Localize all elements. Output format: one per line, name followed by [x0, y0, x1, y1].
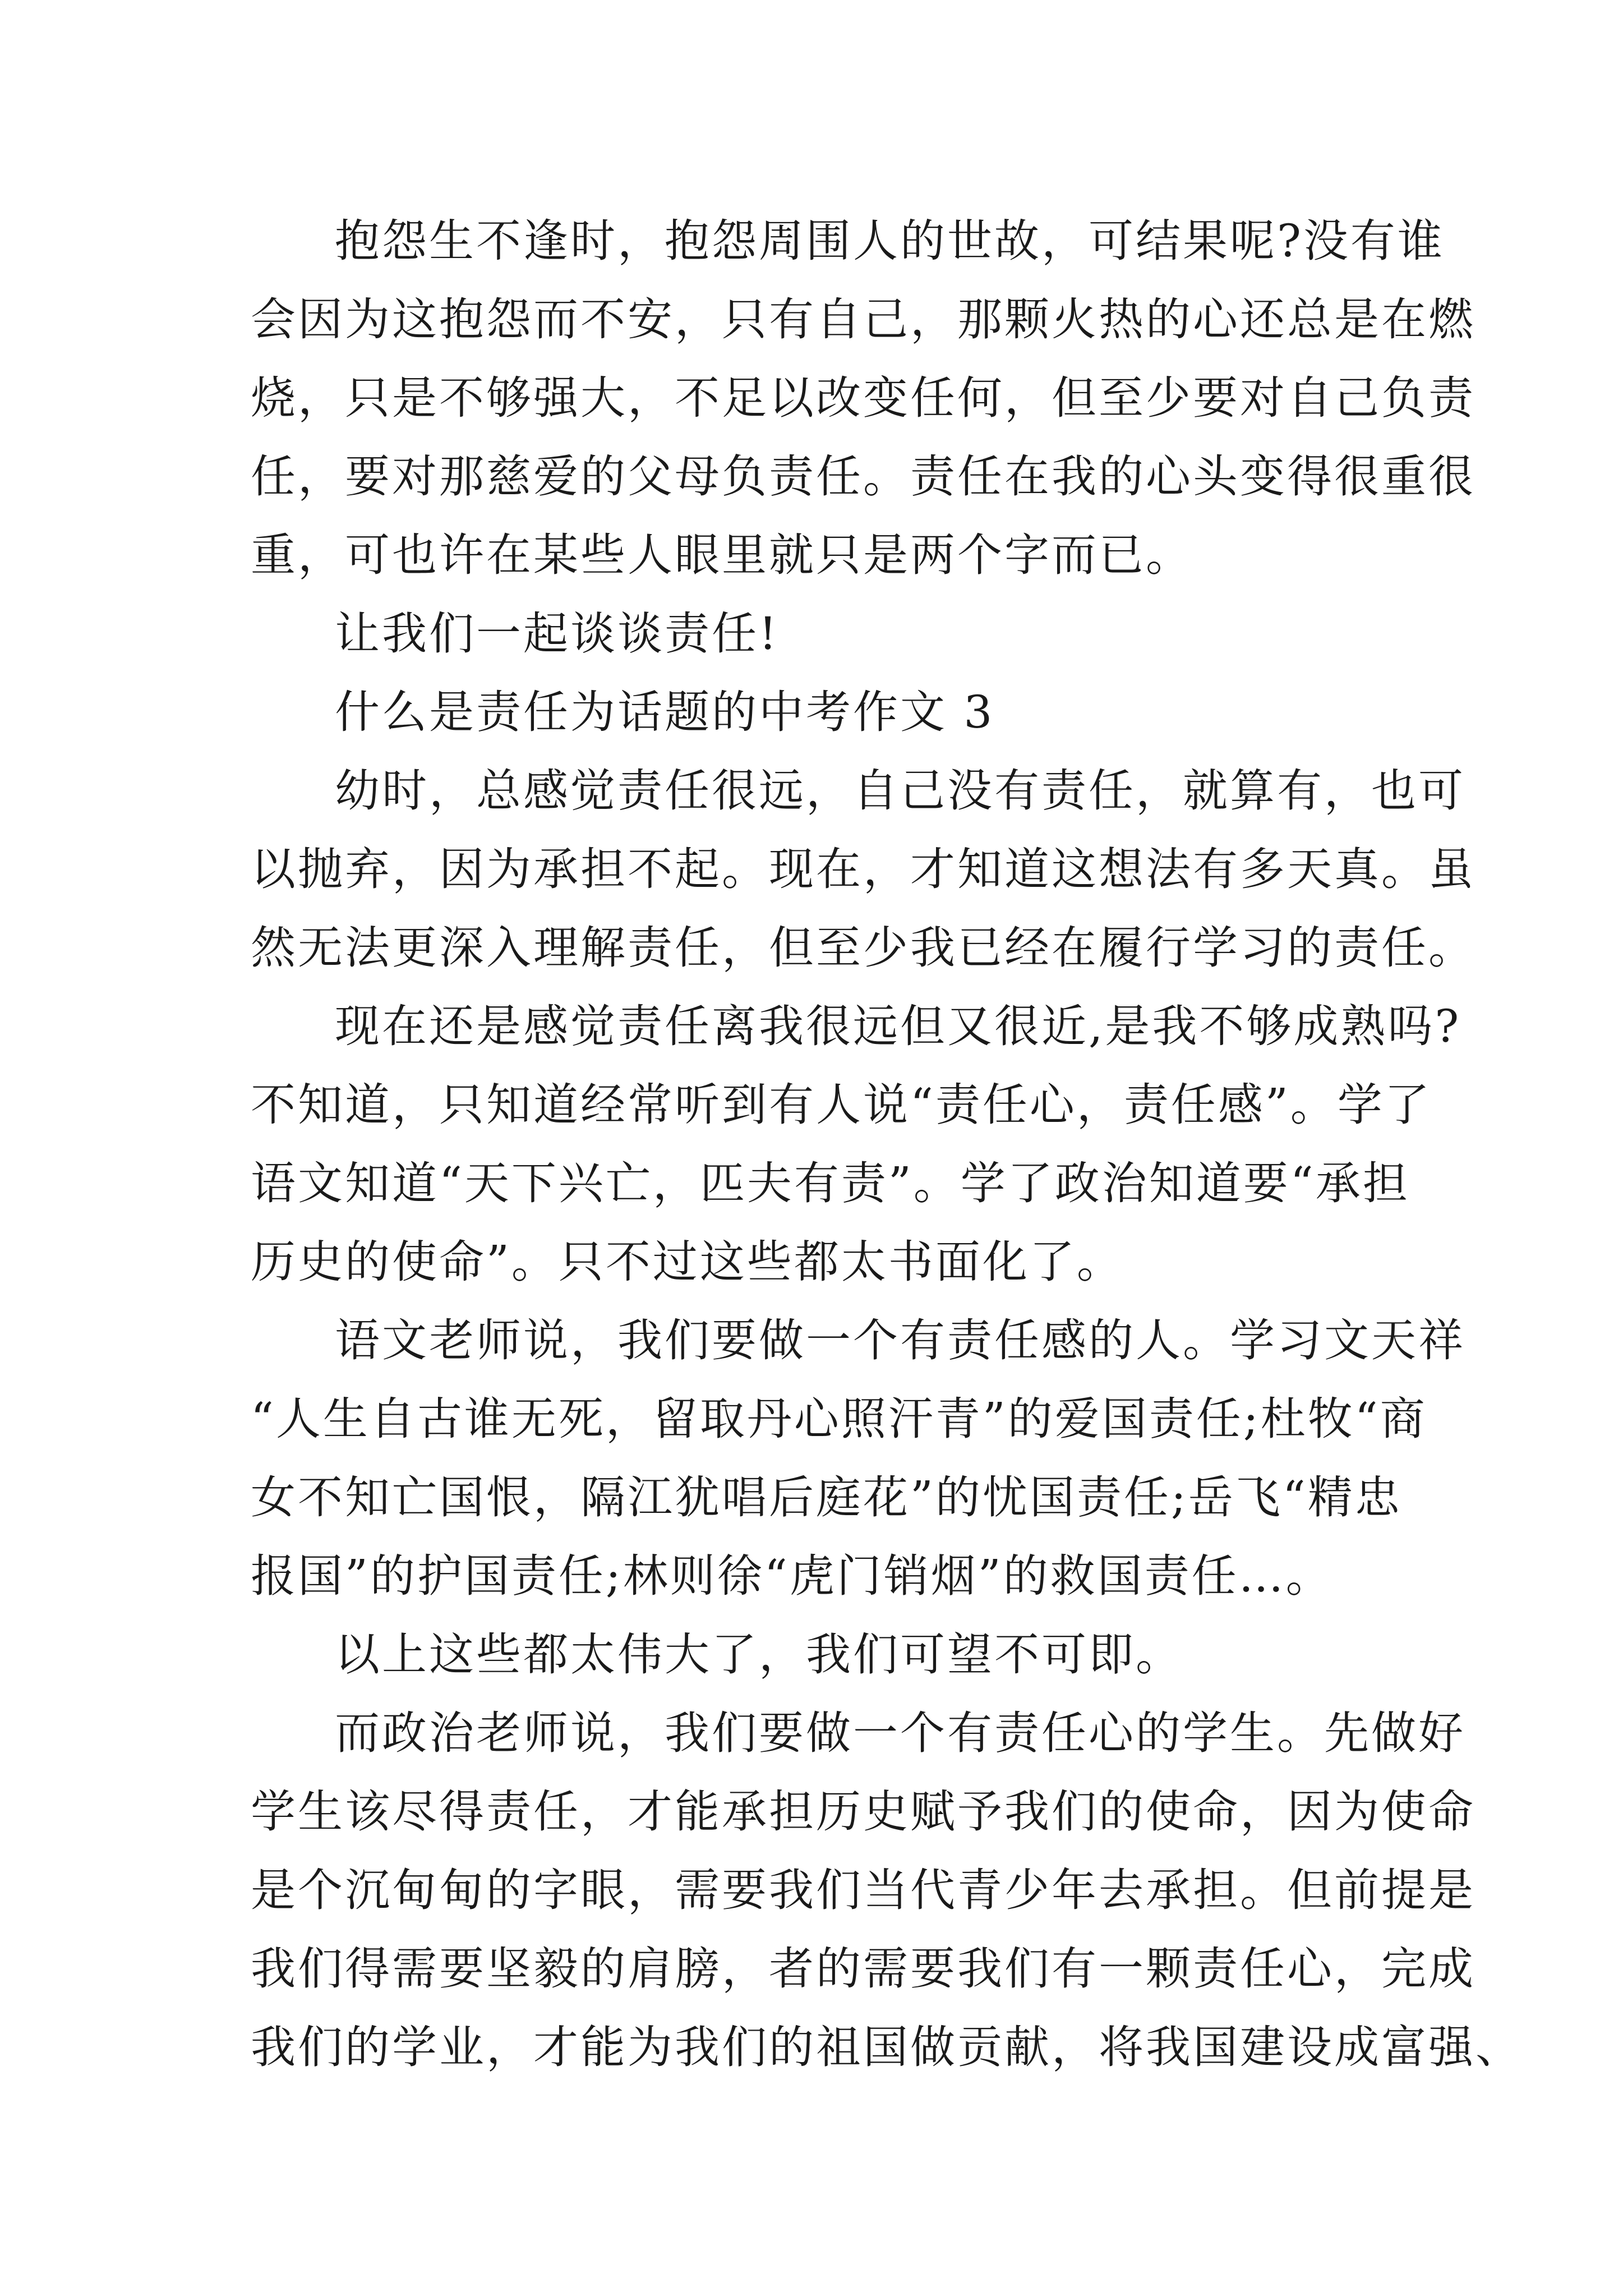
text-line: 以上这些都太伟大了，我们可望不可即。 [335, 1628, 1183, 1681]
text-line: 抱怨生不逢时，抱怨周围人的世故，可结果呢?没有谁 [335, 215, 1445, 267]
text-line: 幼时，总感觉责任很远，自己没有责任，就算有，也可 [335, 765, 1465, 817]
text-line: 不知道，只知道经常听到有人说“责任心，责任感”。学了 [251, 1079, 1432, 1131]
section-heading: 什么是责任为话题的中考作文 3 [335, 686, 995, 738]
text-line: 语文知道“天下兴亡，匹夫有责”。学了政治知道要“承担 [251, 1157, 1410, 1209]
text-line: 报国”的护国责任;林则徐“虎门销烟”的救国责任…。 [251, 1550, 1333, 1602]
text-line: 语文老师说，我们要做一个有责任感的人。学习文天祥 [335, 1314, 1465, 1366]
text-line: 烧，只是不够强大，不足以改变任何，但至少要对自己负责 [251, 372, 1476, 424]
text-line: 重，可也许在某些人眼里就只是两个字而已。 [251, 529, 1193, 581]
text-line: 现在还是感觉责任离我很远但又很近,是我不够成熟吗? [335, 1000, 1461, 1052]
text-line: 让我们一起谈谈责任! [335, 608, 780, 660]
text-line: “人生自古谁无死，留取丹心照汗青”的爱国责任;杜牧“商 [251, 1393, 1427, 1445]
text-line: 以抛弃，因为承担不起。现在，才知道这想法有多天真。虽 [251, 843, 1476, 895]
text-line: 是个沉甸甸的字眼，需要我们当代青少年去承担。但前提是 [251, 1864, 1476, 1916]
text-line: 历史的使命”。只不过这些都太书面化了。 [251, 1236, 1124, 1288]
text-line: 学生该尽得责任，才能承担历史赋予我们的使命，因为使命 [251, 1786, 1476, 1838]
text-line: 任，要对那慈爱的父母负责任。责任在我的心头变得很重很 [251, 450, 1476, 503]
text-line: 而政治老师说，我们要做一个有责任心的学生。先做好 [335, 1707, 1465, 1759]
text-line: 女不知亡国恨，隔江犹唱后庭花”的忧国责任;岳飞“精忠 [251, 1471, 1402, 1524]
text-line: 我们的学业，才能为我们的祖国做贡献，将我国建设成富强、 [251, 2021, 1523, 2073]
text-line: 然无法更深入理解责任，但至少我已经在履行学习的责任。 [251, 922, 1476, 974]
text-line: 会因为这抱怨而不安，只有自己，那颗火热的心还总是在燃 [251, 293, 1476, 346]
text-line: 我们得需要坚毅的肩膀，者的需要我们有一颗责任心，完成 [251, 1943, 1476, 1995]
document-body [251, 202, 1523, 2087]
